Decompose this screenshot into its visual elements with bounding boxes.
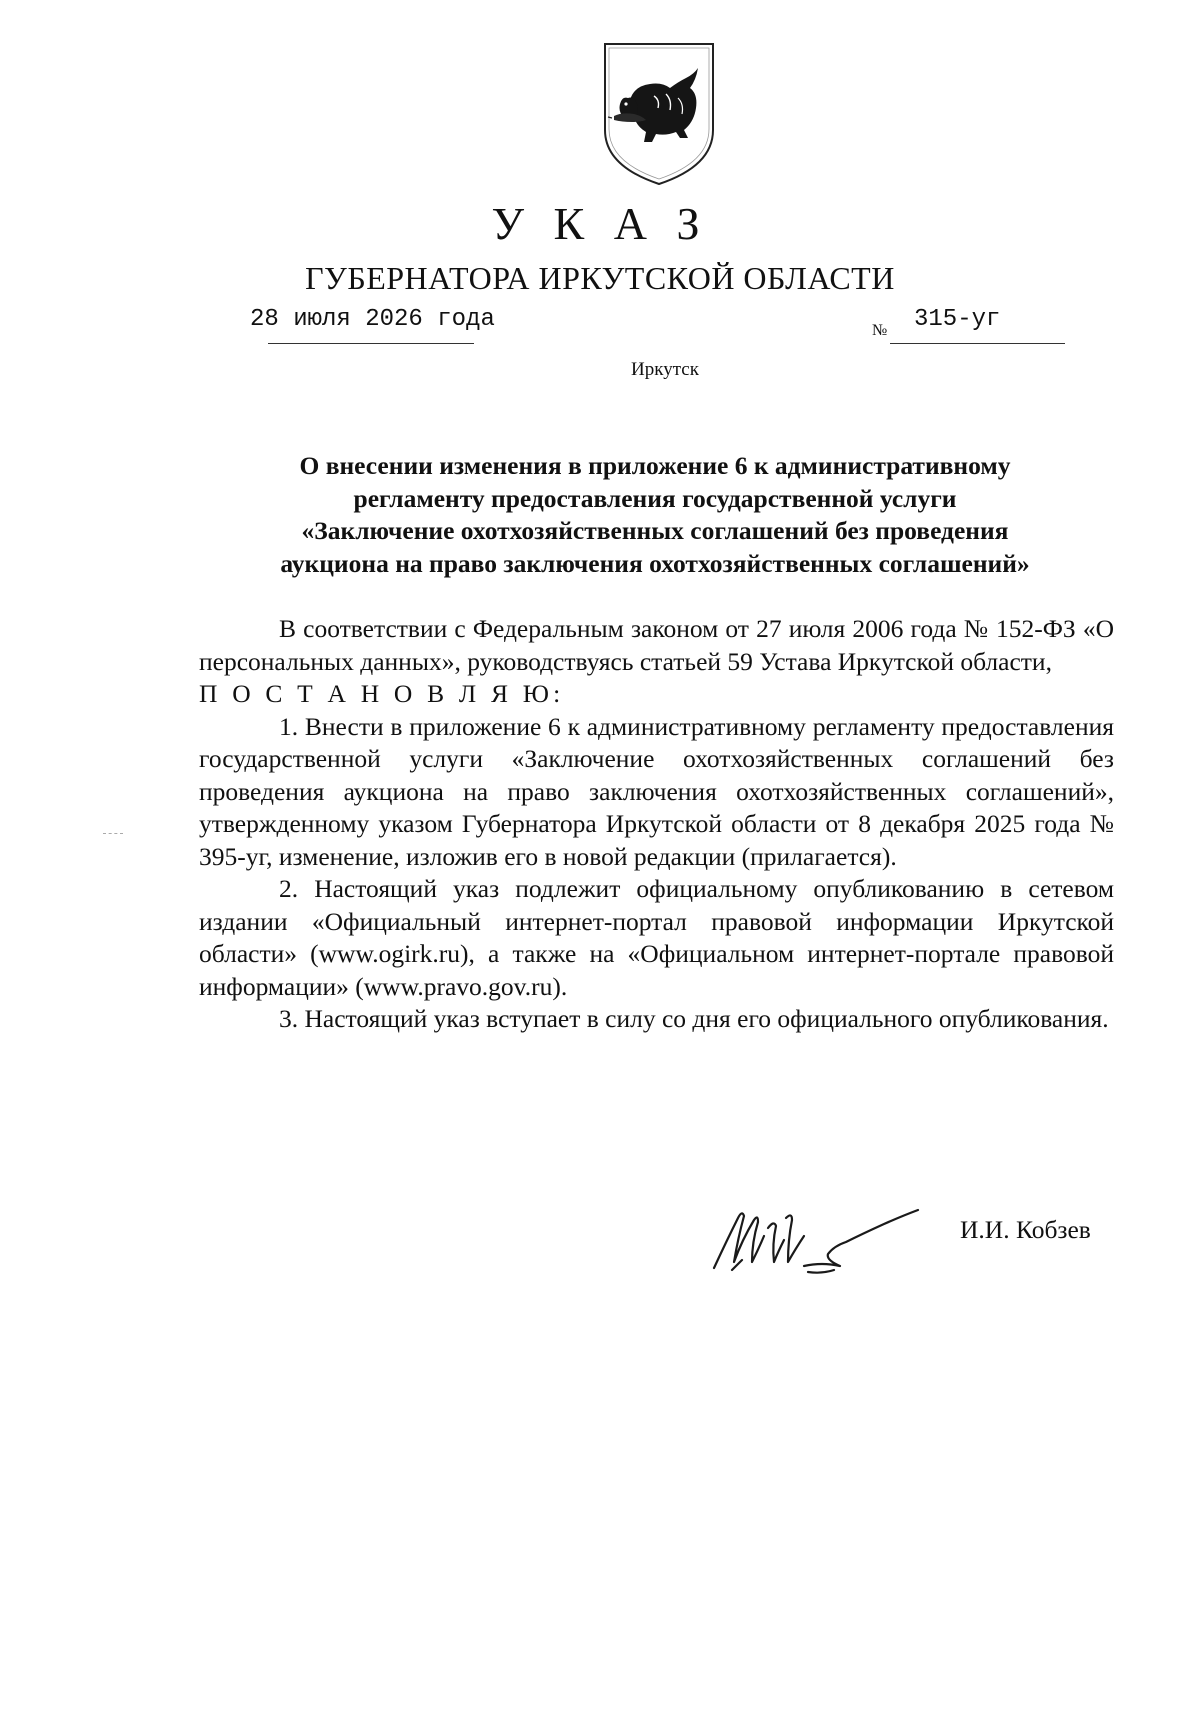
heading-line: О внесении изменения в приложение 6 к административному — [299, 451, 1011, 480]
item-paragraph: 1. Внести в приложение 6 к административному регламенту предоставления государственной услуги «Заключение охотхозяйственных соглашений без проведения аукциона на право заключения охотхозяйственных соглашений», утвержденному указом Губернатора Иркутской области от 8 декабря 2025 года № 395-уг, изменение, изложив его в новой редакции (прилагается). — [199, 711, 1114, 871]
number-underline — [890, 343, 1065, 344]
document-date: 28 июля 2026 года — [250, 306, 495, 333]
document-city: Иркутск — [631, 359, 699, 380]
document-heading — [230, 450, 1080, 580]
number-sign: № — [872, 322, 888, 339]
document-body — [199, 613, 1114, 1036]
handwritten-signature — [712, 1190, 922, 1290]
item-paragraph: 2. Настоящий указ подлежит официальному опубликованию в сетевом издании «Официальный интернет-портал правовой информации Иркутской области» (www.ogirk.ru), а также на «Официальном интернет-портале правовой информации» (www.pravo.gov.ru). — [199, 874, 1114, 1001]
document-number: 315-уг — [914, 306, 1001, 333]
document-issuer: ГУБЕРНАТОРА ИРКУТСКОЙ ОБЛАСТИ — [305, 260, 895, 296]
date-underline — [268, 343, 474, 344]
heading-line: регламенту предоставления государственной услуги — [353, 483, 957, 513]
signer-name: И.И. Кобзев — [960, 1215, 1091, 1244]
decree-word: П О С Т А Н О В Л Я Ю: — [199, 679, 565, 708]
item-paragraph: 3. Настоящий указ вступает в силу со дня его официального опубликования. — [279, 1004, 1109, 1033]
heading-line: «Заключение охотхозяйственных соглашений без проведения — [301, 516, 1009, 545]
heading-line: аукциона на право заключения охотхозяйственных соглашений» — [280, 548, 1030, 578]
document-title: У К А З — [491, 198, 709, 249]
preamble-paragraph: В соответствии с Федеральным законом от 27 июля 2006 года № 152-ФЗ «О персональных данных», руководствуясь статьей 59 Устава Иркутской области, — [199, 614, 1114, 676]
scan-artifact — [103, 833, 123, 834]
coat-of-arms-emblem — [600, 38, 718, 188]
